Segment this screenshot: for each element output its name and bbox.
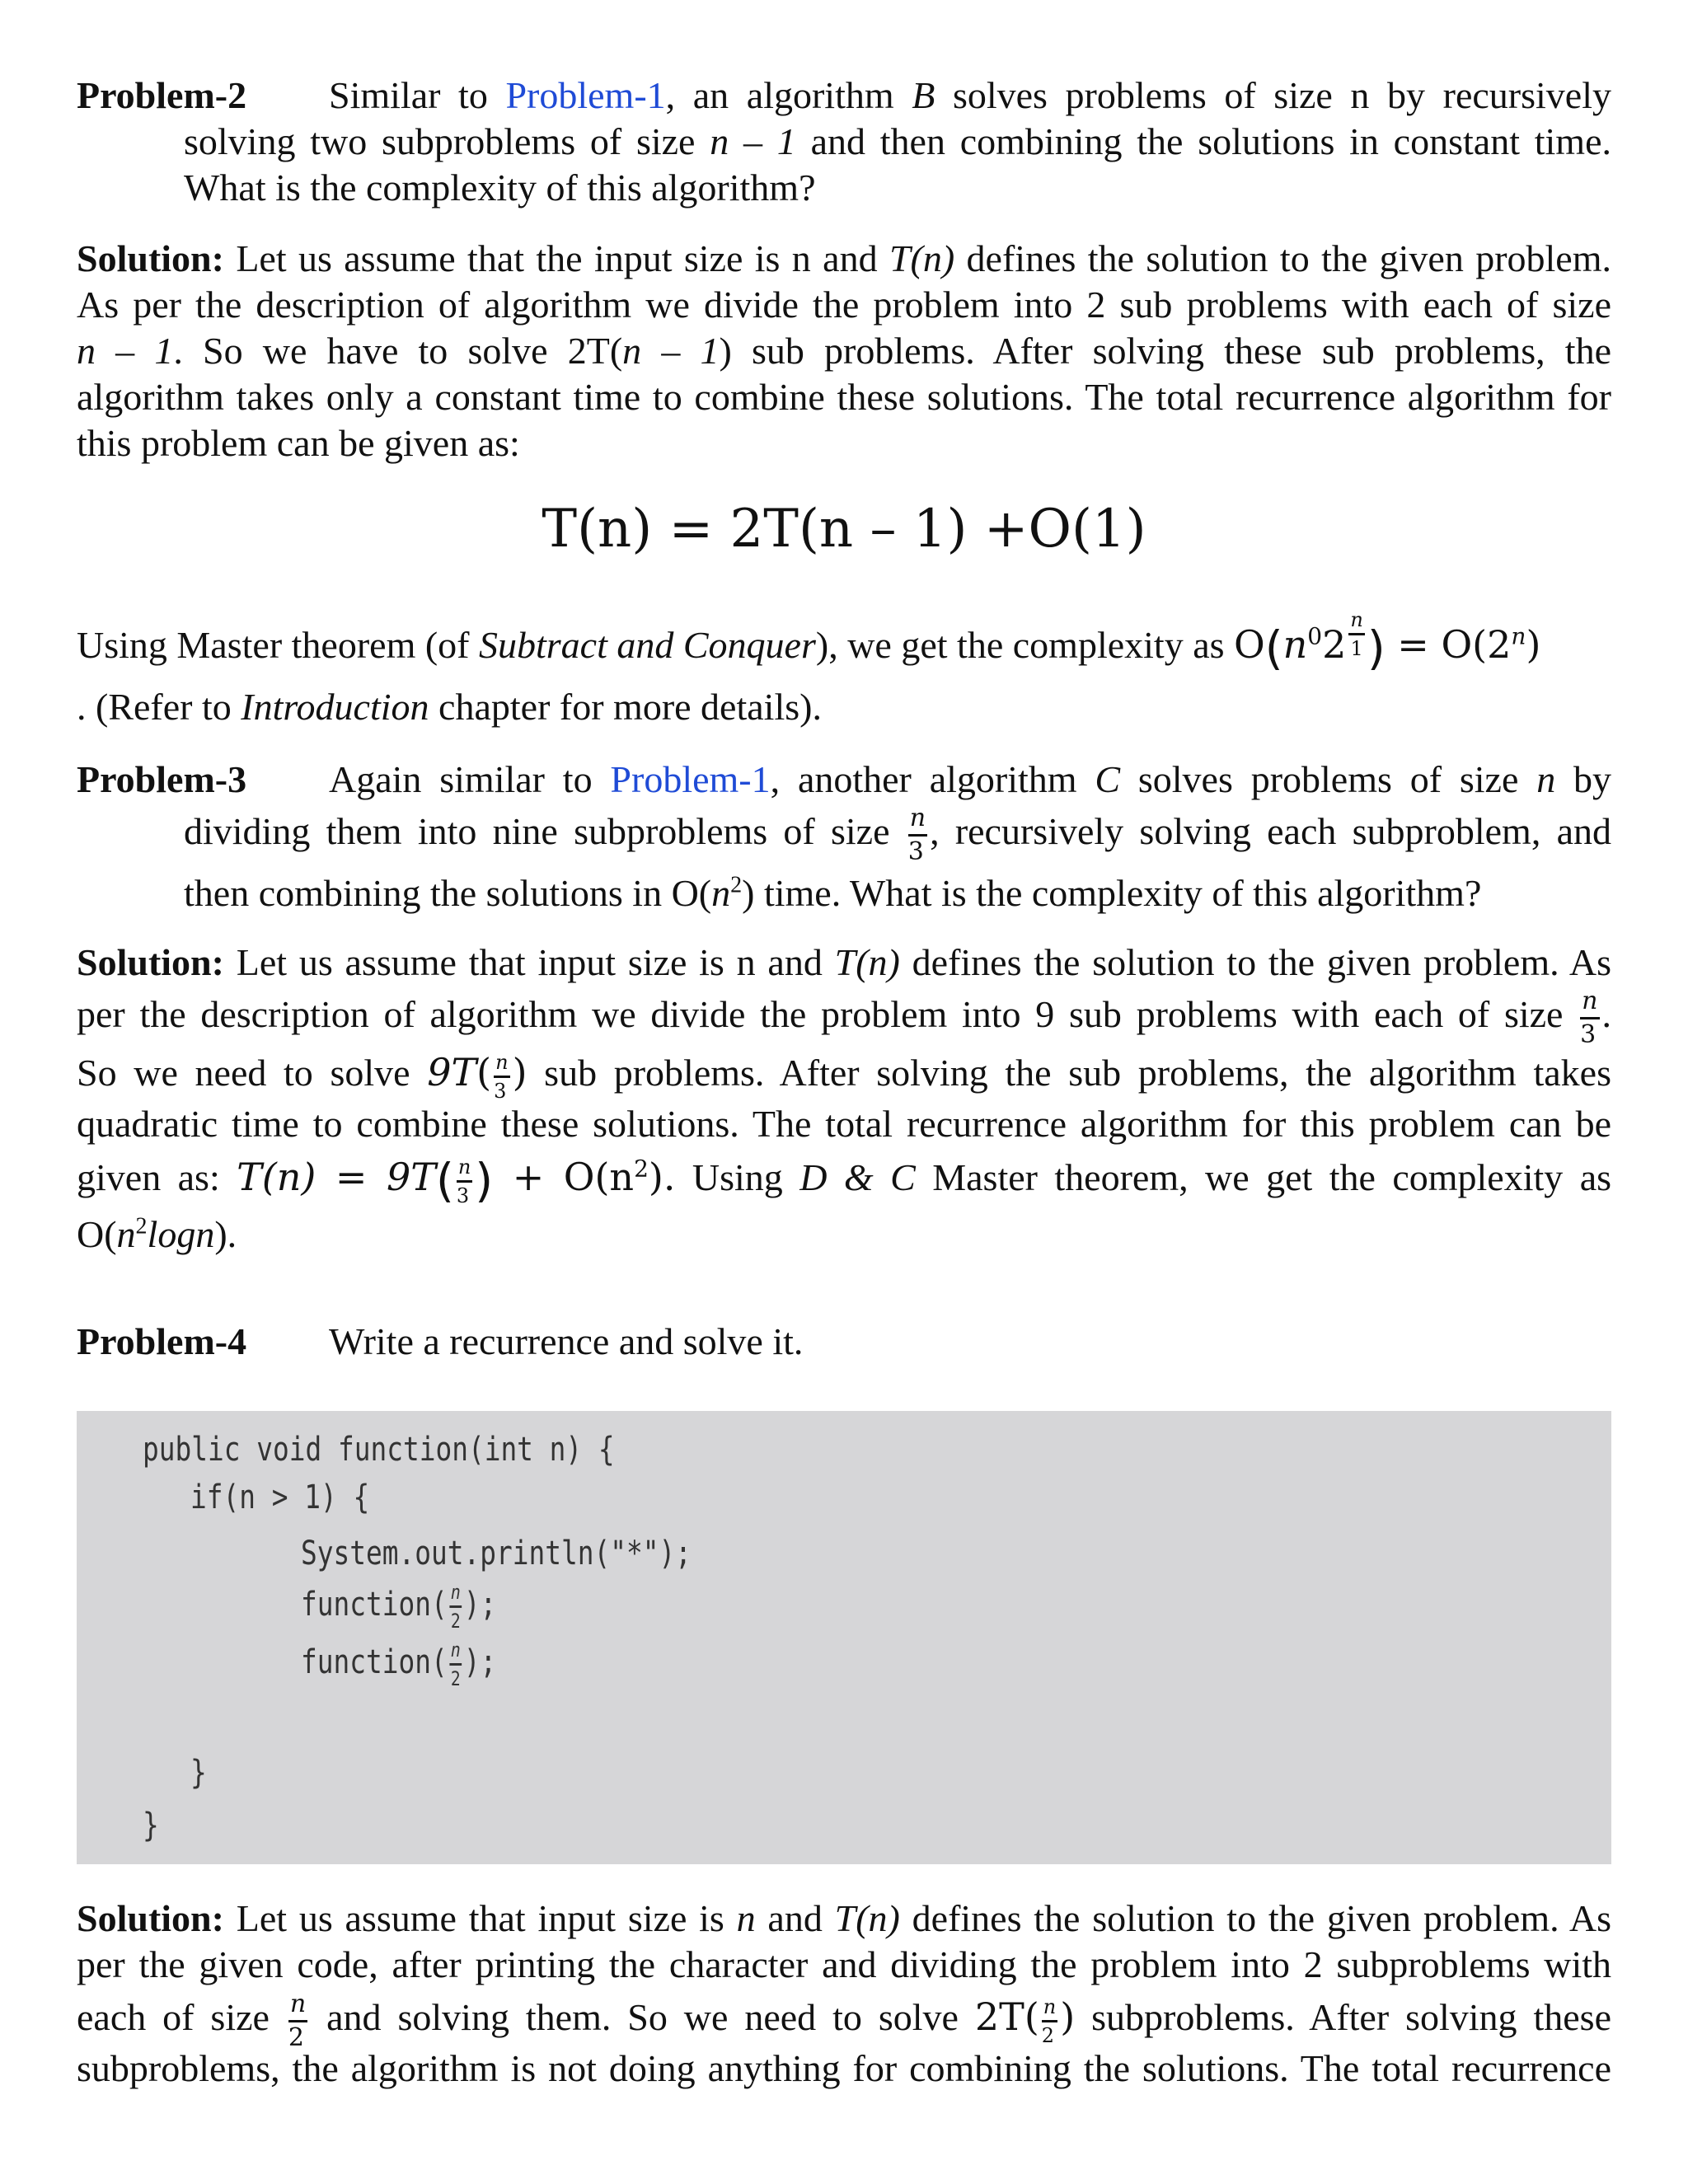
problem-2-line-2: solving two subproblems of size n – 1 and then combining the solutions in constant time. — [184, 120, 1612, 162]
code-close-brace-outer: } — [143, 1807, 159, 1844]
code-line-4: function( $\frac{n}{2}$ ); — [301, 1580, 497, 1633]
recurrence-equation: T(n) = 2T(n – 1) +O(1) — [542, 499, 1146, 560]
exponent-fraction: $\frac{n}{1}$ — [1350, 608, 1363, 660]
solution-3-line-6: $O(n^2\log n)$. — [77, 1213, 237, 1255]
fraction-n-over-2: $\frac{n}{2}$ — [288, 1989, 307, 2052]
problem-4 — [77, 1319, 1611, 1365]
problem-2-line-1: Similar to Problem-1, an algorithm B solves problems of size n by recursively — [329, 74, 1611, 116]
fraction-n-over-2: $\frac{n}{2}$ — [450, 1580, 461, 1633]
fraction-n-over-2: $\frac{n}{2}$ — [450, 1638, 461, 1690]
problem-2-line-3: What is the complexity of this algorithm? — [184, 166, 816, 209]
fraction-n-over-3: $\frac{n}{3}$ — [456, 1155, 471, 1207]
problem-3-line-3: then combining the solutions in $O(n^2)$ time. What is the complexity of this algorithm? — [184, 872, 1482, 914]
problem-3-line-2: dividing them into nine subproblems of size $\frac{n}{3}$ , recursively solving each subproblem, and — [184, 803, 1611, 866]
solution-4-line-1: Solution: Let us assume that input size is n and T(n) defines the solution to the given problem. As — [77, 1897, 1611, 1939]
master-theorem-line-1: Using Master theorem (of Subtract and Conquer), we get the complexity as $O(n^02$ $\frac{n}{1}$ ) = $O(2^n)$ — [77, 608, 1541, 676]
solution-4-line-3: each of size $\frac{n}{2}$ and solving them. So we need to solve 2T( $\frac{n}{2}$ ) subproblems. After solving these — [77, 1989, 1611, 2052]
solution-3-line-1: Solution: Let us assume that input size is n and T(n) defines the solution to the given problem. As — [77, 941, 1611, 983]
code-line-1: public void function(int n) { — [143, 1431, 615, 1469]
solution-3-line-4: quadratic time to combine these solutions. The total recurrence algorithm for this problem can be — [77, 1103, 1611, 1145]
solution-4 — [77, 1896, 1611, 2092]
solution-2-line-3: n – 1. So we have to solve 2T(n – 1) sub problems. After solving these sub problems, the — [77, 330, 1611, 372]
problem-2-label: Problem-2 — [77, 74, 247, 116]
solution-label: Solution: — [77, 1897, 224, 1939]
solution-label: Solution: — [77, 941, 224, 983]
solution-3 — [77, 940, 1611, 1258]
solution-3-line-5: given as: T(n) = 9T( $\frac{n}{3}$ ) + $O(n^2)$. Using D & C Master theorem, we get the complexity as — [77, 1154, 1612, 1208]
solution-3-line-3: So we need to solve 9T( $\frac{n}{3}$ ) sub problems. After solving the sub problems, the algorithm takes — [77, 1050, 1611, 1103]
problem-1-link[interactable]: Problem-1 — [505, 74, 666, 116]
solution-4-line-4: subproblems, the algorithm is not doing anything for combining the solutions. The total recurrence — [77, 2047, 1611, 2089]
solution-2-line-2: As per the description of algorithm we divide the problem into 2 sub problems with each of size — [77, 284, 1611, 326]
code-close-brace-inner: } — [190, 1754, 207, 1792]
problem-1-link[interactable]: Problem-1 — [610, 758, 771, 800]
solution-2-line-4: algorithm takes only a constant time to combine these solutions. The total recurrence algorithm for — [77, 376, 1611, 418]
solution-3-line-2: per the description of algorithm we divide the problem into 9 sub problems with each of size $\frac{n}{3}$ . — [77, 986, 1611, 1049]
solution-2-line-1: Solution: Let us assume that the input size is n and T(n) defines the solution to the given problem. — [77, 237, 1611, 279]
master-theorem-paragraph — [77, 608, 1611, 730]
problem-4-label: Problem-4 — [77, 1320, 247, 1362]
problem-2 — [77, 73, 1611, 211]
solution-2-line-5: this problem can be given as: — [77, 422, 520, 464]
problem-3-line-1: Again similar to Problem-1, another algorithm C solves problems of size n by — [329, 758, 1612, 800]
solution-label: Solution: — [77, 237, 224, 279]
problem-3 — [77, 757, 1611, 916]
code-block — [77, 1411, 1611, 1864]
problem-3-label: Problem-3 — [77, 758, 247, 800]
fraction-n-over-3: $\frac{n}{3}$ — [907, 803, 926, 866]
solution-4-line-2: per the given code, after printing the character and dividing the problem into 2 subproblems with — [77, 1943, 1611, 1985]
code-line-3: System.out.println("*"); — [301, 1535, 692, 1572]
master-theorem-line-2: . (Refer to Introduction chapter for more details). — [77, 686, 822, 728]
problem-4-text: Write a recurrence and solve it. — [329, 1320, 804, 1362]
solution-2 — [77, 236, 1611, 466]
code-line-5: function( $\frac{n}{2}$ ); — [301, 1638, 497, 1690]
fraction-n-over-3: $\frac{n}{3}$ — [1580, 986, 1598, 1049]
code-line-2: if(n > 1) { — [190, 1479, 370, 1516]
fraction-n-over-3: $\frac{n}{3}$ — [494, 1050, 509, 1103]
fraction-n-over-2: $\frac{n}{2}$ — [1041, 1994, 1057, 2047]
